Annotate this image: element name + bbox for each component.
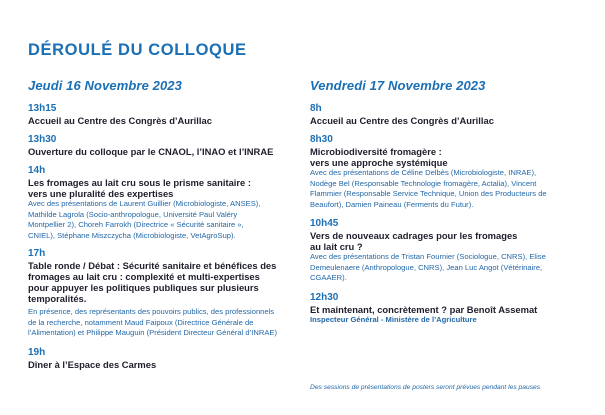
schedule-item [28, 165, 300, 241]
page-title: DÉROULÉ DU COLLOQUE [28, 41, 247, 59]
schedule-item [28, 103, 300, 126]
schedule-item [28, 134, 300, 157]
event-title: Accueil au Centre des Congrès d’Aurillac [310, 115, 494, 126]
event-title: Ouverture du colloque par le CNAOL, l’INAO et l’INRAE [28, 146, 274, 157]
event-description: Avec des présentations de Céline Delbès (Microbiologiste, INRAE), Nodège Bel (Responsable Technologie fromagère, Actalia), Vincent Flammier (Responsable Service Technique, Union des Producteurs de Beaufort), Damien Paineau (Ferments du Futur). [310, 168, 547, 209]
event-time: 14h [28, 165, 46, 176]
event-time: 13h15 [28, 103, 57, 114]
event-time: 10h45 [310, 218, 339, 229]
day-heading: Vendredi 17 Novembre 2023 [310, 78, 486, 93]
event-description: En présence, des représentants des pouvoirs publics, des professionnels de la recherche, notamment Maud Faipoux (Directrice Générale de l’Alimentation) et Philippe Mauguin (Président Directeur Général d’INRAE) [28, 307, 278, 337]
schedule-item [310, 292, 600, 326]
event-title: Table ronde / Débat : Sécurité sanitaire et bénéfices des fromages au lait cru : complexité et multi-expertises pour appuyer les politiques publiques sur plusieurs temporalités. [28, 260, 277, 304]
event-time: 19h [28, 346, 46, 358]
event-title: Vers de nouveaux cadrages pour les fromages au lait cru ? [310, 230, 518, 252]
event-title: Dîner à l’Espace des Carmes [28, 358, 157, 370]
event-description: Avec des présentations de Laurent Guillier (Microbiologiste, ANSES), Mathilde Lagrola (Socio-anthropologue, Université Paul Valéry Montpellier 2), Choreh Farrokh (Directrice « Sécurité sanitaire », CNIEL), Stéphane Miszczycha (Microbiologiste, VetAgroSup). [28, 199, 261, 240]
event-time: 17h [28, 248, 46, 259]
day-column-friday [310, 78, 600, 325]
event-title: Les fromages au lait cru sous le prisme sanitaire : vers une pluralité des expertises [28, 177, 251, 199]
speaker-role: Inspecteur Général - Ministère de l’Agriculture [310, 314, 477, 324]
event-time: 13h30 [28, 134, 57, 145]
event-time: 8h [310, 103, 322, 114]
event-title: Et maintenant, concrètement ? par Benoît Assemat [310, 303, 538, 315]
schedule-item [310, 103, 600, 126]
event-title: Accueil au Centre des Congrès d’Aurillac [28, 115, 212, 126]
footer-note: Des sessions de présentations de posters seront prévues pendant les pauses [310, 384, 541, 391]
day-column-thursday [28, 78, 300, 370]
schedule-item [28, 347, 300, 370]
event-description: Avec des présentations de Tristan Fournier (Sociologue, CNRS), Elise Demeulenaere (Anthropologue, CNRS), Jean Luc Angot (Vétérinaire, CGAAER). [310, 252, 546, 282]
event-time: 8h30 [310, 134, 333, 145]
schedule-item [310, 134, 600, 210]
event-title: Microbiodiversité fromagère : vers une approche systémique [310, 146, 448, 168]
day-heading: Jeudi 16 Novembre 2023 [28, 78, 182, 93]
schedule-item [28, 248, 300, 339]
event-time: 12h30 [310, 291, 339, 303]
schedule-item [310, 218, 600, 284]
